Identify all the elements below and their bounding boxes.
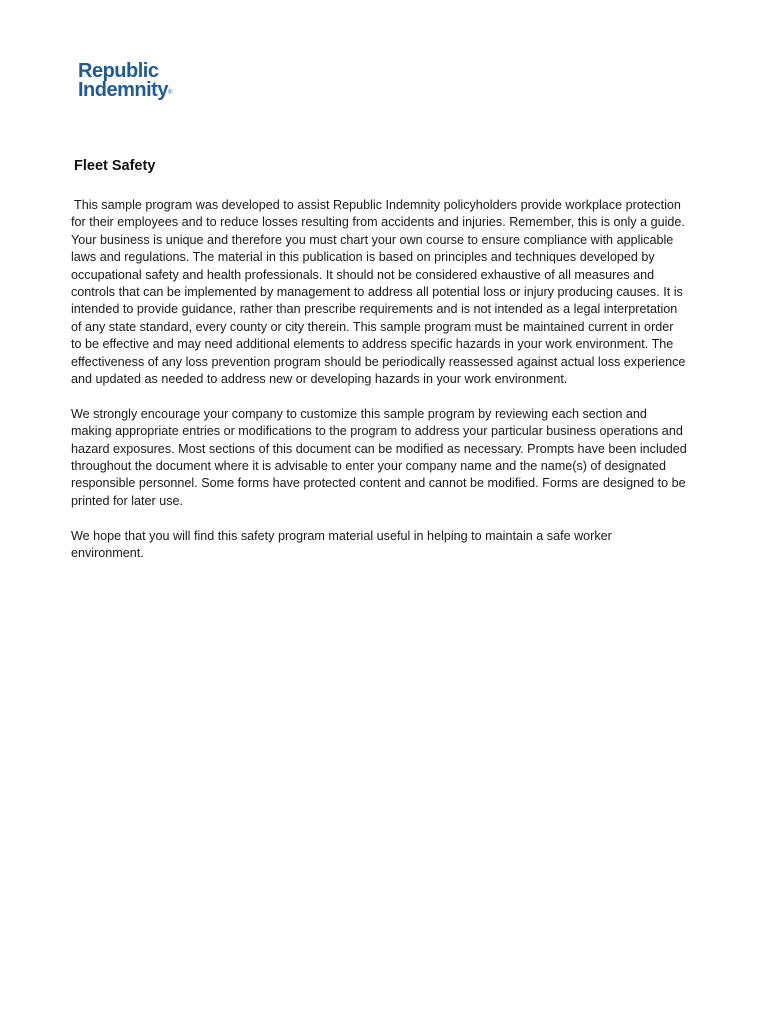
logo-line-2-text: Indemnity (78, 79, 168, 101)
document-body (71, 197, 687, 580)
registered-mark: ® (167, 90, 173, 96)
closing-paragraph: We hope that you will find this safety program material useful in helping to maintain a safe worker environment. (71, 528, 612, 561)
intro-paragraph: This sample program was developed to assist Republic Indemnity policyholders provide workplace protection for their employees and to reduce losses resulting from accidents and injuries. Remember, this is only a guide. Your business is unique and therefore you must chart your own course to ensure compliance with applicable laws and regulations. The material in this publication is based on principles and techniques developed by occupational safety and health professionals. It should not be considered exhaustive of all measures and controls that can be implemented by management to address all potential loss or injury producing causes. It is intended to provide guidance, rather than prescribe requirements and is not intended as a legal interpretation of any state standard, every county or city therein. This sample program must be maintained current in order to be effective and may need additional elements to address specific hazards in your work environment. The effectiveness of any loss prevention program should be periodically reassessed against actual loss experience and updated as needed to address new or developing hazards in your work environment. (71, 198, 686, 387)
document-title: Fleet Safety (74, 158, 156, 174)
logo-line-2 (78, 81, 208, 103)
logo-line-1: Republic (78, 60, 159, 82)
customization-paragraph: We strongly encourage your company to customize this sample program by reviewing each section and making appropriate entries or modifications to the program to address your particular business operations and hazard exposures. Most sections of this document can be modified as necessary. Prompts have been included throughout the document where it is advisable to enter your company name and the name(s) of designated responsible personnel. Some forms have protected content and cannot be modified. Forms are designed to be printed for later use. (71, 406, 687, 508)
republic-indemnity-logo (78, 62, 208, 103)
